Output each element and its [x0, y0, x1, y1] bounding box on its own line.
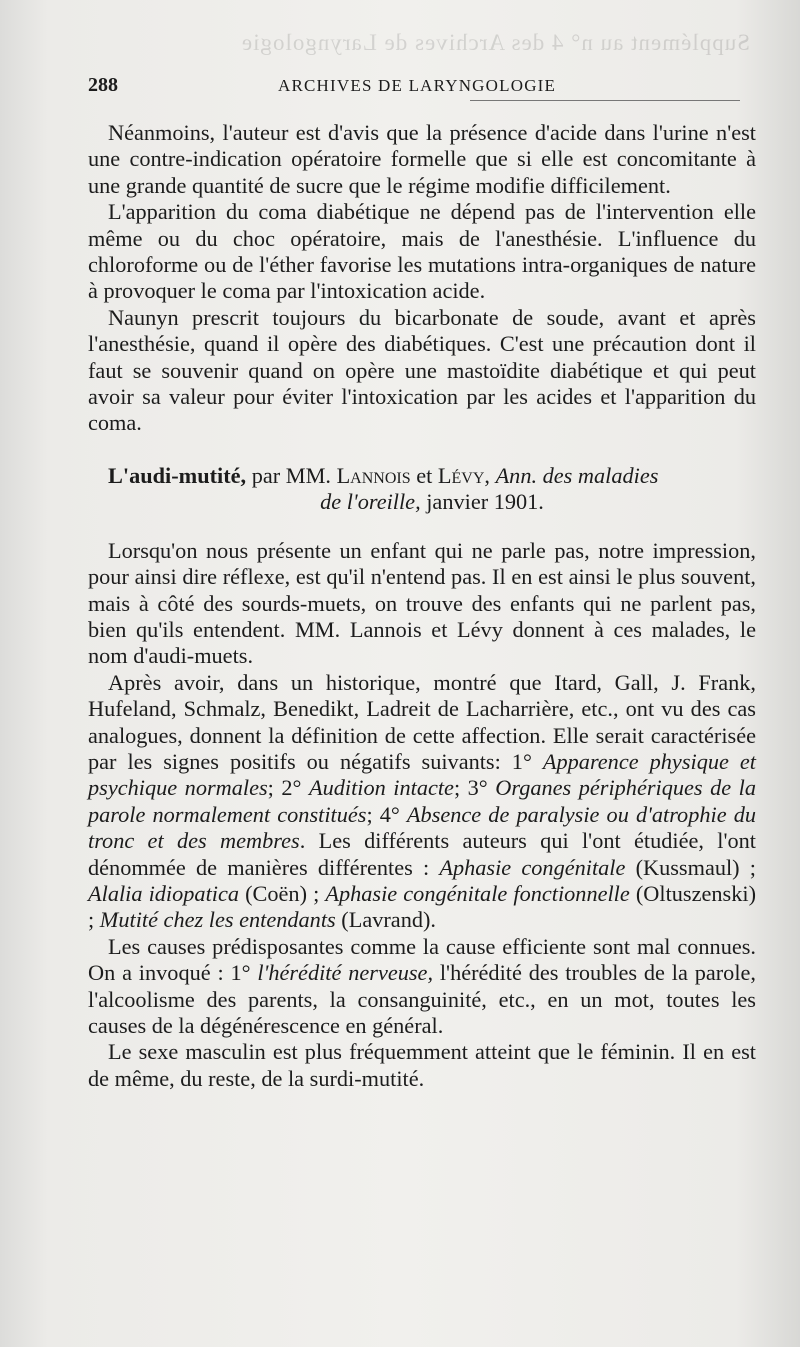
paragraph-3: Naunyn prescrit toujours du bicarbonate de soude, avant et après l'anesthésie, quand il opère des diabétiques. C'est une précaution dont il faut se souvenir quand on opère une mastoïdite diabétique et qui peut avoir sa valeur pour éviter l'intoxication par les acides et l'apparition du coma. [88, 304, 756, 436]
paragraph-7: Le sexe masculin est plus fréquemment atteint que le féminin. Il en est de même, du reste, de la surdi-mutité. [88, 1039, 756, 1091]
paragraph-2: L'apparition du coma diabétique ne dépend pas de l'intervention elle même ou du choc opératoire, mais de l'anesthésie. L'influence du chloroforme ou de l'éther favorise les mutations intra-organiques de nature à provoquer le coma par l'intoxication acide. [88, 199, 756, 304]
article-heading: L'audi-mutité, par MM. Lannois et Lévy, Ann. des maladies de l'oreille, janvier 1901. [108, 462, 659, 515]
running-head: ARCHIVES DE LARYNGOLOGIE [278, 76, 557, 95]
paragraph-6: Les causes prédisposantes comme la cause efficiente sont mal connues. On a invoqué : 1° l'hérédité nerveuse, l'hérédité des troubles de la parole, l'alcoolisme des parents, la consanguinité, etc., en un mot, toutes les causes de la dégénérescence en général. [88, 933, 756, 1038]
header-rule [470, 100, 740, 101]
author-levy: Lévy [437, 462, 485, 488]
paragraph-5: Après avoir, dans un historique, montré que Itard, Gall, J. Frank, Hufeland, Schmalz, Benedikt, Ladreit de Lacharrière, etc., ont vu des cas analogues, donnent la définition de cette affection. Elle serait caractérisée par les signes positifs ou négatifs suivants: 1° Apparence physique et psychique normales; 2° Audition intacte; 3° Organes périphériques de la parole normalement constitués; 4° Absence de paralysie ou d'atrophie du tronc et des membres. Les différents auteurs qui l'ont étudiée, l'ont dénommée de manières différentes : Aphasie congénitale (Kussmaul) ; Alalia idiopatica (Coën) ; Aphasie congénitale fonctionnelle (Oltuszenski) ; Mutité chez les entendants (Lavrand). [88, 669, 756, 933]
page-number: 288 [88, 74, 118, 96]
body-text [88, 120, 756, 1092]
journal-name: Ann. des maladies [495, 462, 659, 488]
author-lannois: Lannois [336, 462, 411, 488]
journal-name-cont: de l'oreille, [320, 489, 421, 515]
paragraph-1: Néanmoins, l'auteur est d'avis que la présence d'acide dans l'urine n'est une contre-indication opératoire formelle que si elle est concomitante à une grande quantité de sucre que le régime modifie difficilement. [88, 120, 756, 198]
bleed-through-text: Supplément au n° 4 des Archives de Laryngologie [240, 30, 750, 55]
paragraph-4: Lorsqu'on nous présente un enfant qui ne parle pas, notre impression, pour ainsi dire réflexe, est qu'il n'entend pas. Il en est ainsi le plus souvent, mais à côté des sourds-muets, on trouve des enfants qui ne parlent pas, bien qu'ils entendent. MM. Lannois et Lévy donnent à ces malades, le nom d'audi-muets. [88, 537, 756, 669]
page-header [88, 72, 738, 100]
article-date: janvier 1901. [420, 489, 544, 515]
article-title: L'audi-mutité, [108, 462, 247, 488]
